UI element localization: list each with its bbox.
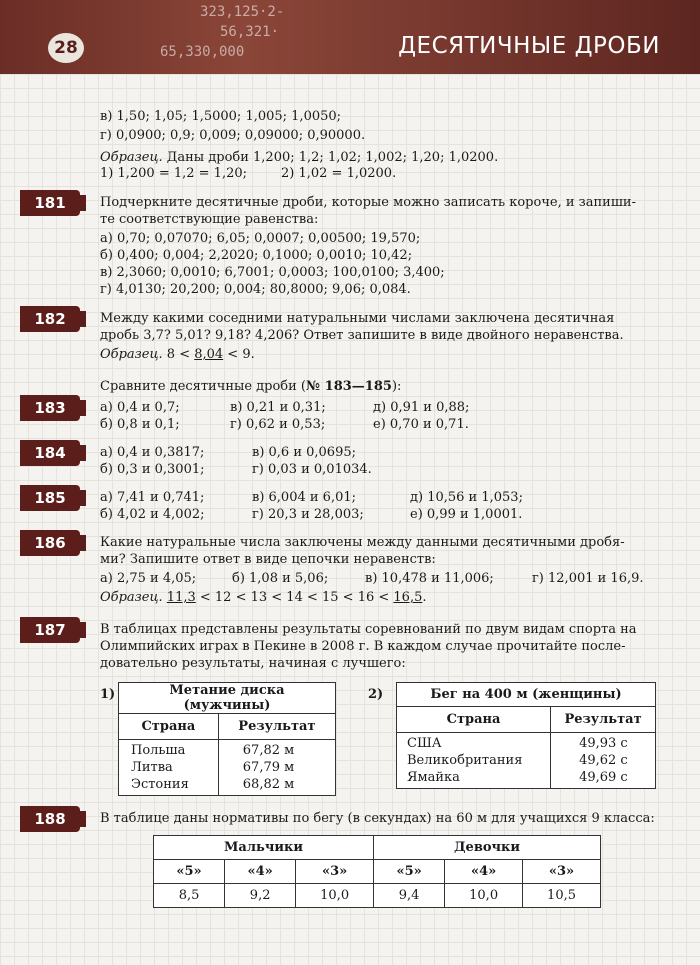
grade-cell: «5» <box>374 860 445 884</box>
result: 67,79 м <box>242 760 295 775</box>
grade-cell: «5» <box>154 860 225 884</box>
table-header: Результат <box>218 714 335 740</box>
ex186-text: Какие натуральные числа заключены между данными десятичными дробя- <box>100 535 625 550</box>
country: Великобритания <box>407 753 523 768</box>
header-decor-numbers: 323,125·2- <box>200 4 285 20</box>
example-underlined: 16,5 <box>393 590 423 605</box>
prev-line-g: г) 0,0900; 0,9; 0,009; 0,09000; 0,90000. <box>100 128 366 143</box>
example-label: Образец. <box>100 590 163 605</box>
example-underlined: 8,04 <box>194 347 224 362</box>
ex185-item: б) 4,02 и 4,002; <box>100 507 205 522</box>
ex186-item: г) 12,001 и 16,9. <box>532 571 644 586</box>
table-title: Бег на 400 м (женщины) <box>397 683 656 707</box>
ex186-text: ми? Запишите ответ в виде цепочки неравенств: <box>100 552 436 567</box>
grade-cell: «4» <box>225 860 296 884</box>
ex183-item: д) 0,91 и 0,88; <box>373 400 470 415</box>
ex184-item: г) 0,03 и 0,01034. <box>252 462 372 477</box>
exercise-number-186: 186 <box>20 530 80 556</box>
ex188-text: В таблице даны нормативы по бегу (в секундах) на 60 м для учащихся 9 класса: <box>100 811 655 826</box>
ex184-item: в) 0,6 и 0,0695; <box>252 445 356 460</box>
ex181-item-v: в) 2,3060; 0,0010; 6,7001; 0,0003; 100,0100; 3,400; <box>100 265 445 280</box>
table-discus <box>118 682 336 796</box>
ex181-item-a: а) 0,70; 0,07070; 6,05; 0,0007; 0,00500; 19,570; <box>100 231 421 246</box>
value-cell: 8,5 <box>154 884 225 908</box>
ex183-item: г) 0,62 и 0,53; <box>230 417 326 432</box>
table-header: Страна <box>397 707 551 733</box>
ex181-text: те соответствующие равенства: <box>100 212 319 227</box>
table-running-norms <box>153 835 601 908</box>
ex186-item: а) 2,75 и 4,05; <box>100 571 197 586</box>
country: США <box>407 736 442 751</box>
ex181-item-b: б) 0,400; 0,004; 2,2020; 0,1000; 0,0010; 10,42; <box>100 248 413 263</box>
ex187-text: Олимпийских играх в Пекине в 2008 г. В каждом случае прочитайте после- <box>100 639 626 654</box>
ex186-item: в) 10,478 и 11,006; <box>365 571 494 586</box>
ex181-item-g: г) 4,0130; 20,200; 0,004; 80,8000; 9,06; 0,084. <box>100 282 411 297</box>
ex185-item: е) 0,99 и 1,0001. <box>410 507 523 522</box>
value-cell: 9,4 <box>374 884 445 908</box>
example-underlined: 11,3 <box>166 590 196 605</box>
grade-cell: «3» <box>296 860 374 884</box>
ex183-item: в) 0,21 и 0,31; <box>230 400 326 415</box>
table-title: Метание диска (мужчины) <box>119 683 336 714</box>
result: 49,62 с <box>579 753 628 768</box>
table-cell-results <box>551 733 656 789</box>
page-number: 28 <box>48 33 84 63</box>
compare-intro-text: Сравните десятичные дроби ( <box>100 379 307 394</box>
example-part: 8 < <box>162 347 195 362</box>
table-header: Результат <box>551 707 656 733</box>
ex185-item: в) 6,004 и 6,01; <box>252 490 356 505</box>
ex182-text: дробь 3,7? 5,01? 9,18? 4,206? Ответ запишите в виде двойного неравенства. <box>100 328 624 343</box>
ex181-text: Подчеркните десятичные дроби, которые можно записать короче, и запиши- <box>100 195 636 210</box>
result: 68,82 м <box>242 777 295 792</box>
table-cell-results <box>218 740 335 796</box>
exercise-number-185: 185 <box>20 485 80 511</box>
ex185-item: д) 10,56 и 1,053; <box>410 490 523 505</box>
grade-cell: «3» <box>523 860 601 884</box>
ex182-text: Между какими соседними натуральными числами заключена десятичная <box>100 311 615 326</box>
table-header: Страна <box>119 714 219 740</box>
ex185-item: а) 7,41 и 0,741; <box>100 490 205 505</box>
value-cell: 10,0 <box>445 884 523 908</box>
value-cell: 10,5 <box>523 884 601 908</box>
example-label: Образец. <box>100 150 163 165</box>
ex187-text: В таблицах представлены результаты соревнований по двум видам спорта на <box>100 622 637 637</box>
table2-label: 2) <box>368 687 384 702</box>
ex182-example <box>100 346 255 364</box>
country: Ямайка <box>407 770 460 785</box>
result: 67,82 м <box>242 743 295 758</box>
compare-intro <box>100 378 401 396</box>
exercise-number-182: 182 <box>20 306 80 332</box>
table-run-400m <box>396 682 656 789</box>
ex185-item: г) 20,3 и 28,003; <box>252 507 364 522</box>
exercise-number-184: 184 <box>20 440 80 466</box>
ex183-item: б) 0,8 и 0,1; <box>100 417 180 432</box>
exercise-number-181: 181 <box>20 190 80 216</box>
value-cell: 9,2 <box>225 884 296 908</box>
value-cell: 10,0 <box>296 884 374 908</box>
ex186-item: б) 1,08 и 5,06; <box>232 571 329 586</box>
ex184-item: а) 0,4 и 0,3817; <box>100 445 205 460</box>
grade-cell: «4» <box>445 860 523 884</box>
table-cell-countries <box>119 740 219 796</box>
table1-label: 1) <box>100 687 116 702</box>
table-cell-countries <box>397 733 551 789</box>
prev-example-answer-1: 1) 1,200 = 1,2 = 1,20; <box>100 166 248 181</box>
exercise-number-183: 183 <box>20 395 80 421</box>
country: Эстония <box>131 777 189 792</box>
country: Литва <box>131 760 173 775</box>
ex187-text: довательно результаты, начиная с лучшего: <box>100 656 406 671</box>
header-decor-numbers: 56,321· <box>220 24 280 40</box>
example-text: Даны дроби 1,200; 1,2; 1,02; 1,002; 1,20; 1,0200. <box>162 150 499 165</box>
ex186-example <box>100 589 427 607</box>
table-header-boys: Мальчики <box>154 836 374 860</box>
prev-line-v: в) 1,50; 1,05; 1,5000; 1,005; 1,0050; <box>100 109 342 124</box>
example-part: . <box>422 590 427 605</box>
header-decor-numbers: 65,330,000 <box>160 44 245 60</box>
example-label: Образец. <box>100 347 163 362</box>
compare-close: ): <box>391 379 402 394</box>
country: Польша <box>131 743 186 758</box>
table-header-girls: Девочки <box>374 836 601 860</box>
exercise-number-188: 188 <box>20 806 80 832</box>
ex183-item: е) 0,70 и 0,71. <box>373 417 469 432</box>
result: 49,93 с <box>579 736 628 751</box>
exercise-number-187: 187 <box>20 617 80 643</box>
result: 49,69 с <box>579 770 628 785</box>
chapter-title: ДЕСЯТИЧНЫЕ ДРОБИ <box>398 33 660 59</box>
ex183-item: а) 0,4 и 0,7; <box>100 400 180 415</box>
page-header <box>0 0 700 74</box>
example-part: < 9. <box>223 347 255 362</box>
ex184-item: б) 0,3 и 0,3001; <box>100 462 205 477</box>
prev-example-answer-2: 2) 1,02 = 1,0200. <box>281 166 397 181</box>
compare-range: № 183—185 <box>306 379 392 394</box>
example-part: < 12 < 13 < 14 < 15 < 16 < <box>195 590 394 605</box>
